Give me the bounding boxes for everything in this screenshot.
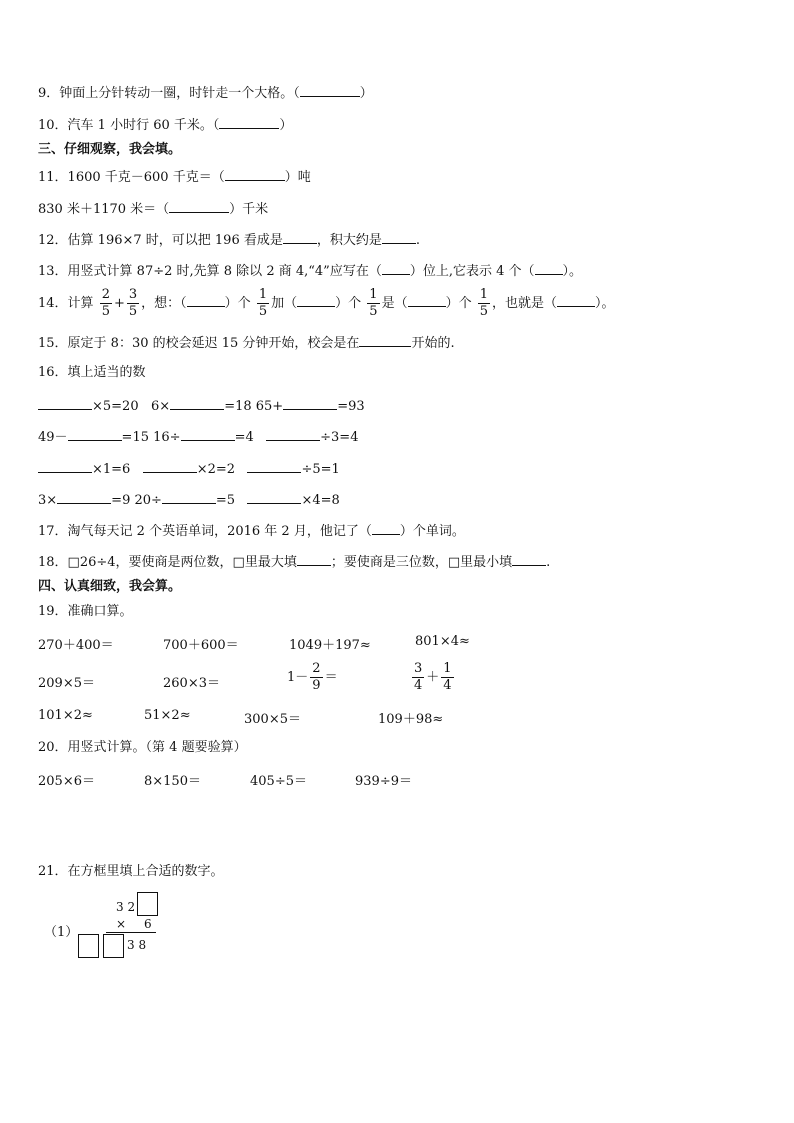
- section-3-heading: 三、仔细观察，我会填。: [38, 142, 182, 157]
- question-15: 15．原定于 8：30 的校会延迟 15 分钟开始，校会是在 开始的.: [38, 333, 455, 353]
- q19-item: 260×3＝: [163, 676, 220, 691]
- q20-item: 8×150＝: [144, 774, 201, 789]
- q16-blank[interactable]: [38, 396, 92, 410]
- q19-item-fraction-subtract: 1－ $\frac{2}{9}$ ＝: [287, 661, 338, 693]
- q11b-answer-blank[interactable]: [169, 199, 229, 213]
- question-16-title: 16．填上适当的数: [38, 365, 146, 380]
- question-19-title: 19．准确口算。: [38, 604, 133, 619]
- q19-item: 109＋98≈: [378, 712, 444, 727]
- q16-blank[interactable]: [181, 427, 235, 441]
- q10-answer-blank[interactable]: [219, 115, 279, 129]
- q16-blank[interactable]: [57, 490, 111, 504]
- q19-item: 700＋600＝: [163, 638, 239, 653]
- q16-blank[interactable]: [247, 490, 301, 504]
- question-11a: 11．1600 千克－600 千克＝（ ）吨: [38, 167, 311, 187]
- q16-blank[interactable]: [68, 427, 122, 441]
- q20-item: 939÷9＝: [355, 774, 412, 789]
- question-17: 17．淘气每天记 2 个英语单词，2016 年 2 月，他记了（ ）个单词。: [38, 521, 465, 541]
- q19-item: 801×4≈: [415, 634, 470, 649]
- question-12: 12．估算 196×7 时，可以把 196 看成是 ，积大约是 .: [38, 230, 420, 250]
- q21-box-product-1[interactable]: [78, 934, 99, 958]
- q9-answer-blank[interactable]: [300, 83, 360, 97]
- q9-text: 9．钟面上分针转动一圈，时针走一个大格。（: [38, 86, 300, 101]
- fraction-1-4: $\frac{1}{4}$: [443, 661, 452, 693]
- q20-item: 405÷5＝: [250, 774, 307, 789]
- q12-blank-1[interactable]: [283, 230, 317, 244]
- q21-times-sign: ×: [116, 917, 127, 931]
- fraction-3-4: $\frac{3}{4}$: [414, 661, 423, 693]
- q15-blank[interactable]: [359, 333, 411, 347]
- q19-item-fraction-add: $\frac{3}{4}$ ＋ $\frac{1}{4}$: [414, 661, 452, 693]
- q20-item: 205×6＝: [38, 774, 95, 789]
- q21-part-label: （1）: [44, 925, 79, 940]
- fraction-1-5-a: $\frac{1}{5}$: [258, 287, 268, 319]
- question-10: 10．汽车 1 小时行 60 千米。（ ）: [38, 115, 292, 135]
- q14-blank-1[interactable]: [187, 293, 225, 307]
- q21-box-multiplicand[interactable]: [137, 892, 158, 916]
- section-4-heading: 四、认真细致，我会算。: [38, 579, 182, 594]
- q21-multiplicand-digits: 3 2: [116, 900, 136, 914]
- q14-blank-3[interactable]: [408, 293, 446, 307]
- q19-item: 51×2≈: [144, 708, 191, 723]
- question-11b: 830 米＋1170 米＝（ ）千米: [38, 199, 268, 219]
- question-13: 13．用竖式计算 87÷2 时,先算 8 除以 2 商 4,“4”应写在（ ）位上,它表示 4 个（ ）。: [38, 261, 582, 281]
- question-9: 9．钟面上分针转动一圈，时针走一个大格。（ ）: [38, 83, 373, 103]
- q10-text: 10．汽车 1 小时行 60 千米。（: [38, 118, 220, 133]
- q14-blank-2[interactable]: [297, 293, 335, 307]
- fraction-3-5: $\frac{3}{5}$: [128, 287, 138, 319]
- q14-blank-4[interactable]: [557, 293, 595, 307]
- q16-row-4: 3× =9 20÷ =5 ×4=8: [38, 490, 340, 510]
- question-14: 14．计算 $\frac{2}{5}$ + $\frac{3}{5}$ ，想：（ ）个 $\frac{1}{5}$ 加（ ）个 $\frac{1}{5}$ 是（ ）个 $\frac{1}{5}$ ，也就是（ ）。: [38, 287, 615, 319]
- q19-item: 1049＋197≈: [289, 638, 371, 653]
- q16-blank[interactable]: [247, 459, 301, 473]
- fraction-1-5-b: $\frac{1}{5}$: [369, 287, 378, 319]
- q16-row-3: ×1=6 ×2=2 ÷5=1: [38, 459, 340, 479]
- q19-item: 270＋400＝: [38, 638, 114, 653]
- q16-row-2: 49－ =15 16÷ =4 ÷3=4: [38, 427, 358, 447]
- q16-blank[interactable]: [38, 459, 92, 473]
- fraction-2-5: $\frac{2}{5}$: [101, 287, 110, 319]
- q12-blank-2[interactable]: [382, 230, 416, 244]
- q16-blank[interactable]: [162, 490, 216, 504]
- q21-product-digits: 3 8: [127, 938, 147, 952]
- q11a-answer-blank[interactable]: [225, 167, 285, 181]
- q21-box-product-2[interactable]: [103, 934, 124, 958]
- q16-blank[interactable]: [143, 459, 197, 473]
- q16-row-1: ×5=20 6× =18 65+ =93: [38, 396, 365, 416]
- q18-blank-1[interactable]: [297, 552, 331, 566]
- q19-item: 101×2≈: [38, 708, 93, 723]
- question-21-title: 21．在方框里填上合适的数字。: [38, 864, 224, 879]
- q21-product-line: [106, 932, 156, 933]
- q13-blank-1[interactable]: [382, 261, 410, 275]
- question-20-title: 20．用竖式计算。（第 4 题要验算）: [38, 740, 247, 755]
- q13-blank-2[interactable]: [535, 261, 563, 275]
- q18-blank-2[interactable]: [512, 552, 546, 566]
- q16-blank[interactable]: [170, 396, 224, 410]
- fraction-1-5-c: $\frac{1}{5}$: [479, 287, 489, 319]
- q19-item: 300×5＝: [244, 712, 301, 727]
- question-18: 18．□26÷4，要使商是两位数，□里最大填 ；要使商是三位数，□里最小填 .: [38, 552, 550, 572]
- q19-item: 209×5＝: [38, 676, 95, 691]
- q16-blank[interactable]: [266, 427, 320, 441]
- fraction-2-9: $\frac{2}{9}$: [312, 661, 321, 693]
- q16-blank[interactable]: [283, 396, 337, 410]
- q17-blank[interactable]: [372, 521, 400, 535]
- q21-multiplier: 6: [144, 917, 152, 931]
